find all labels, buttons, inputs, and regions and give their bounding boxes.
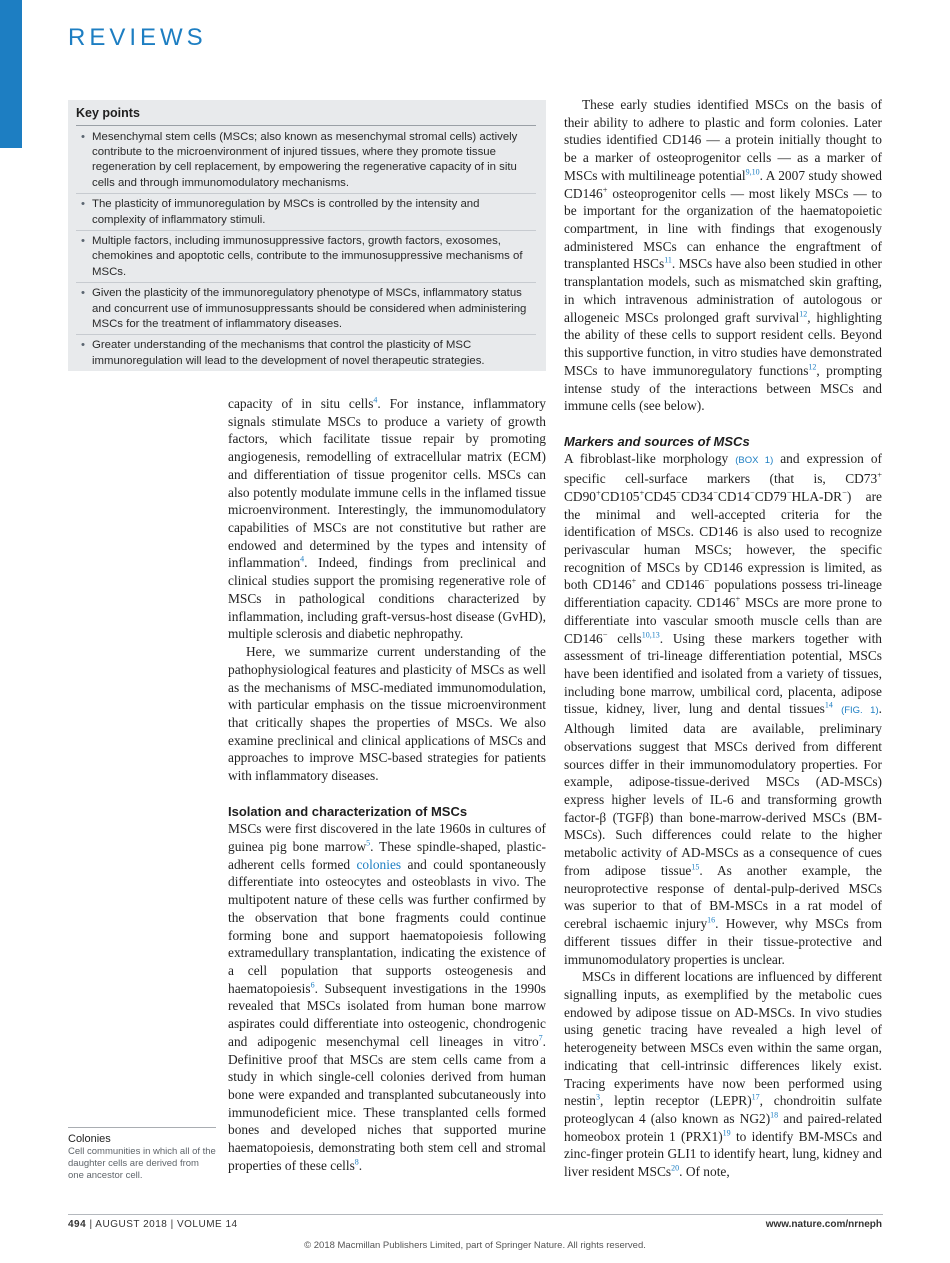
issue-label: AUGUST 2018 | VOLUME 14: [95, 1219, 238, 1230]
body-paragraph: MSCs were first discovered in the late 1960s in cultures of guinea pig bone marrow$^5$. These spindle-shaped, plastic-adherent cells formed colonies and could spontaneously differentiate into osteocytes and osteoblasts in vivo. The multipotent nature of these cells was further confirmed by the observation that bone fragments could continue forming bone and support haematopoiesis following extramedullary transplantation, indicating the existence of a cell population that supports osteogenesis and haematopoiesis$^6$. Subsequent investigations in the 1990s revealed that MSCs isolated from human bone marrow aspirates could differentiate into osteogenic, chondrogenic and adipogenic mesenchymal cell lineages in vitro$^7$. Definitive proof that MSCs are stem cells came from a study in which single-cell colonies derived from human bone were expanded and transplanted subcutaneously into immunodeficient mice. These transplanted cells formed bones and developed niches that supported murine haematopoiesis, demonstrating both stem cell and stromal properties of these cells$^8$.: [228, 821, 546, 1173]
key-points-title: Key points: [76, 106, 536, 126]
section-title: REVIEWS: [68, 24, 207, 51]
footer-issue-info: 494 | AUGUST 2018 | VOLUME 14: [68, 1219, 238, 1230]
figure-reference-link[interactable]: (FIG. 1): [841, 705, 879, 717]
key-point-item: • The plasticity of immunoregulation by MSCs is controlled by the intensity and complexity of inflammatory stimuli.: [76, 197, 536, 231]
body-column-right: [564, 96, 882, 1181]
glossary-link-colonies[interactable]: colonies: [356, 856, 402, 872]
subsection-heading: Markers and sources of MSCs: [564, 433, 750, 449]
footer-divider: [68, 1214, 883, 1215]
body-column-left: [228, 395, 546, 1175]
glossary-term: Colonies: [68, 1133, 111, 1145]
body-paragraph: A fibroblast-like morphology (BOX 1) and expression of specific cell-surface markers (that is, CD73+ CD90+CD105+CD45−CD34−CD14−CD79−HLA-DR−) are the minimal and well-accepted criteria for the identification of MSCs. CD146 is also used to recognize perivascular human MSCs; however, the specific recognition of MSCs by CD146 expression is limited, as both CD146+ and CD146− populations possess tri-lineage differentiation capacity. CD146+ MSCs are more prone to differentiate into vascular smooth muscle cells than are CD146− cells$^{10,13}$. Using these markers together with assessment of tri-lineage differentiation potential, MSCs have been identified and isolated from a variety of tissues, including bone marrow, umbilical cord, placenta, adipose tissue, kidney, liver, lung and dental tissues$^{14}$ (FIG. 1). Although limited data are available, preliminary observations suggest that MSCs derived from different sources differ in their immunomodulatory properties. For example, adipose-tissue-derived MSCs (AD-MSCs) express higher levels of IL-6 and transforming growth factor-β (TGFβ) than bone-marrow-derived MSCs (BM-MSCs). Such differences could relate to the higher metabolic activity of AD-MSCs as a consequence of cues from adipose tissue$^{15}$. As another example, the neuroprotective response of dental-pulp-derived MSCs was superior to that of BM-MSCs in a rat model of cerebral ischaemic injury$^{16}$. However, why MSCs from different tissues differ in their tissue-protective and immunomodulatory properties is unclear.: [564, 451, 883, 967]
glossary-definition: Cell communities in which all of the daughter cells are derived from one ancestor cell.: [68, 1146, 216, 1182]
key-point-item: • Multiple factors, including immunosuppressive factors, growth factors, exosomes, chemokines and apoptotic cells, contribute to the immunosuppressive mechanisms of MSCs.: [76, 234, 536, 283]
body-paragraph: These early studies identified MSCs on the basis of their ability to adhere to plastic and form colonies. Later studies identified CD146 — a protein initially thought to be a marker of osteoprogenitor cells — as a marker of MSCs with multilineage potential$^{9,10}$. A 2007 study showed CD146+ osteoprogenitor cells — most likely MSCs — to be important for the organization of the haematopoietic compartment, in line with findings that exogenously administered MSCs can enhance the engraftment of transplanted HSCs$^{11}$. MSCs have also been studied in other transplantation models, such as mismatched skin grafting, in which intravenous administration of autologous or allogeneic MSCs prolonged graft survival$^{12}$, highlighting the ability of these cells to support resident cells. Beyond this supportive function, in vitro studies have demonstrated MSCs to have immunoregulatory functions$^{12}$, prompting intense study of the interactions between MSCs and immune cells (see below).: [564, 97, 882, 414]
section-color-bar: [0, 0, 22, 148]
key-point-item: • Greater understanding of the mechanisms that control the plasticity of MSC immunoregulation will lead to the development of novel therapeutic strategies.: [76, 338, 536, 371]
key-point-item: • Given the plasticity of the immunoregulatory phenotype of MSCs, inflammatory status and concurrent use of immunosuppressants should be considered when administering MSCs for the treatment of inflammatory diseases.: [76, 286, 536, 335]
key-points-box: [68, 100, 546, 371]
journal-url[interactable]: www.nature.com/nrneph: [765, 1219, 882, 1230]
copyright-notice: © 2018 Macmillan Publishers Limited, part of Springer Nature. All rights reserved.: [304, 1240, 646, 1251]
section-heading: Isolation and characterization of MSCs: [228, 803, 468, 819]
box-reference-link[interactable]: (BOX 1): [735, 455, 774, 467]
key-point-item: • Mesenchymal stem cells (MSCs; also known as mesenchymal stromal cells) actively contribute to the microenvironment of injured tissues, where they promote tissue regeneration by cell replacement, by empowering the regenerative capacity of in situ cells and through immunomodulatory mechanisms.: [76, 130, 536, 194]
body-paragraph: Here, we summarize current understanding of the pathophysiological features and plasticity of MSCs as well as the mechanisms of MSC-mediated immunomodulation, with particular emphasis on the tissue microenvironment that critically shapes the properties of MSCs. We also examine preclinical and clinical applications of MSCs and approaches to improve MSC-based strategies for patients with inflammatory diseases.: [228, 644, 546, 784]
page-number: 494: [68, 1219, 87, 1230]
glossary-sidebar: [68, 1127, 216, 1183]
key-points-list: [76, 130, 536, 371]
body-paragraph: MSCs in different locations are influenced by different signalling inputs, as exemplified by the metabolic cues endowed by adipose tissue on AD-MSCs. In vivo studies using genetic tracing have revealed a high level of heterogeneity between MSCs even within the same organ, indicating that cell-intrinsic differences likely exist. Tracing experiments have now been performed using nestin$^3$, leptin receptor (LEPR)$^{17}$, chondroitin sulfate proteoglycan 4 (also known as NG2)$^{18}$ and paired-related homeobox protein 1 (PRX1)$^{19}$ to identify BM-MSCs and zinc-finger protein GLI1 to identify heart, lung, kidney and liver resident MSCs$^{20}$. Of note,: [564, 969, 883, 1180]
body-paragraph: capacity of in situ cells$^4$. For instance, inflammatory signals stimulate MSCs to produce a variety of growth factors, which facilitate tissue repair by promoting angiogenesis, remodelling of extracellular matrix (ECM) and differentiation of tissue progenitor cells. MSCs can also potently modulate immune cells in the inflamed tissue microenvironment. Interestingly, the immunomodulatory capabilities of MSCs are not constitutive but rather are endowed and determined by the types and intensity of inflammation$^4$. Indeed, findings from preclinical and clinical studies support the promising regenerative role of MSCs in pathological conditions characterized by inflammation, including graft-versus-host disease (GvHD), multiple sclerosis and diabetic nephropathy.: [228, 395, 546, 642]
glossary-divider: [68, 1127, 216, 1128]
